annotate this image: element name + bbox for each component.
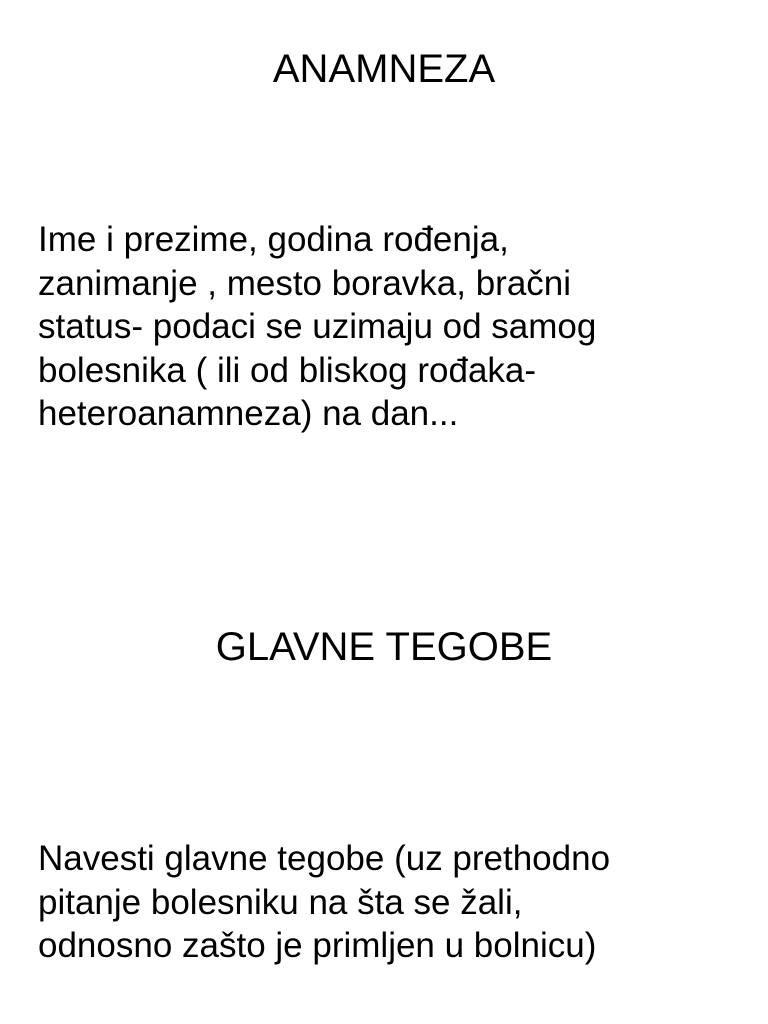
paragraph-line: bolesnika ( ili od bliskog rođaka- [38,350,537,390]
paragraph-line: Ime i prezime, godina rođenja, [38,220,509,259]
paragraph-line: heteroanamneza) na dan... [38,394,459,433]
section-heading-anamneza: ANAMNEZA [272,47,496,91]
anamneza-paragraph [38,218,738,436]
section-heading-glavne-tegobe: GLAVNE TEGOBE [215,625,553,669]
paragraph-line: Navesti glavne tegobe (uz prethodno [38,839,611,878]
paragraph-line: status- podaci se uzimaju od samog [38,307,597,346]
glavne-tegobe-paragraph [38,837,738,968]
paragraph-line: zanimanje , mesto boravka, bračni [38,263,572,303]
paragraph-line: pitanje bolesniku na šta se žali, [38,882,523,922]
paragraph-line: odnosno zašto je primljen u bolnicu) [38,926,597,965]
